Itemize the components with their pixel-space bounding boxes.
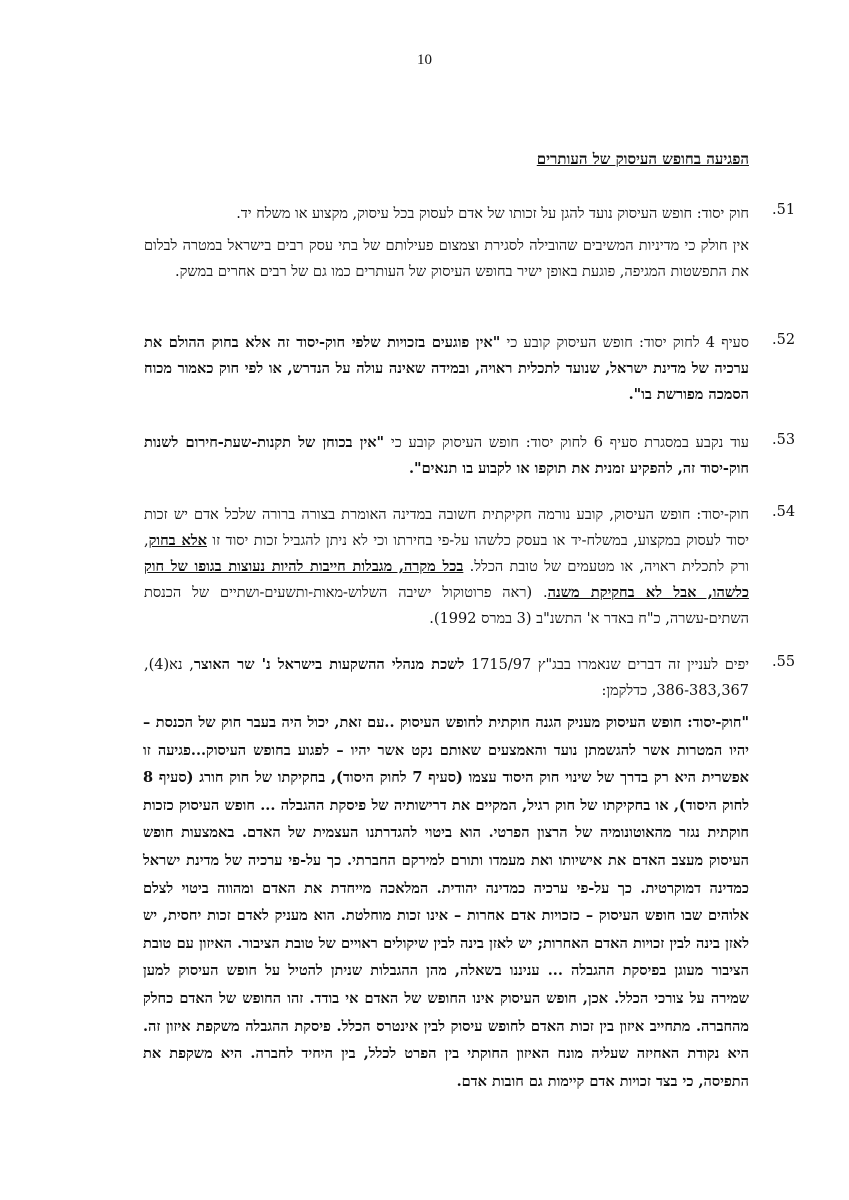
paragraph-number-52: .52 [772, 332, 796, 348]
paragraph-53-quote: "אין בכוחן של תקנות-שעת-חירום לשנות חוק-יסוד זה, להפקיע זמנית את תוקפו או לקבוע בו תנאים". [144, 434, 749, 477]
paragraph-53-lead: עוד נקבע במסגרת סעיף 6 לחוק יסוד: חופש העיסוק קובע כי [384, 435, 749, 451]
paragraph-number-53: .53 [772, 432, 796, 448]
paragraph-55-citation: , נא(4), 386-383,367, כדלקמן: [144, 657, 749, 699]
paragraph-54-emphasis-1: אלא בחוק [148, 532, 207, 549]
section-heading: הפגיעה בחופש העיסוק של העותרים [536, 150, 749, 168]
paragraph-55 [144, 652, 749, 704]
paragraph-54-text-3: . (ראה פרוטוקול ישיבה השלוש-מאות-ותשעים-ושתיים של הכנסת השתים-עשרה, כ"ח באדר א' התשנ"ב (3 במרס 1992). [144, 585, 749, 627]
paragraph-55-lead: יפים לעניין זה דברים שנאמרו בבג"ץ 1715/97 [464, 657, 750, 673]
paragraph-54-emphasis-2: בכל מקרה, מגבלות חייבות להיות נעוצות בגופו של חוק כלשהו, אבל לא בחקיקת משנה [144, 558, 749, 601]
paragraph-52-quote: "אין פוגעים בזכויות שלפי חוק-יסוד זה אלא בחוק ההולם את ערכיה של מדינת ישראל, שנועד לתכלית ראויה, ובמידה שאינה עולה על הנדרש, או לפי חוק כאמור מכוח הסמכה מפורשת בו". [144, 334, 749, 403]
paragraph-54 [144, 502, 749, 632]
paragraph-51-continuation: אין חולק כי מדיניות המשיבים שהובילה לסגירת וצמצום פעילותם של בתי עסק רבים בישראל במטרה לבלום את התפשטות המגיפה, פוגעת באופן ישיר בחופש העיסוק של העותרים כמו גם של רבים אחרים במשק. [144, 238, 749, 280]
paragraph-54-text-1: חוק-יסוד: חופש העיסוק, קובע נורמה חקיקתית חשובה במדינה האומרת בצורה ברורה שלכל אדם יש זכות יסוד לעסוק במקצוע, במשלח-יד או בעסק כלשהו על-פי בחירתו וכי לא ניתן להגביל זכות יסוד זו [144, 507, 749, 549]
block-quotation: "חוק-יסוד: חופש העיסוק מעניק הגנה חוקתית לחופש העיסוק ..עם זאת, יכול היה בעבר חוק של הכנסת – יהיו המטרות אשר להגשמתן נועד והאמצעים שאותם נקט אשר יהיו – לפגוע בחופש העיסוק...פגיעה זו אפשרית היא רק בדרך של שינוי חוק היסוד עצמו (סעיף 7 לחוק היסוד), בחקיקתו של חוק חורג (סעיף 8 לחוק היסוד), או בחקיקתו של חוק רגיל, המקיים את דרישותיה של פיסקת ההגבלה ... חופש העיסוק כזכות חוקתית נגזר מהאוטונומיה של הרצון הפרטי. הוא ביטוי להגדרתנו העצמית של האדם. באמצעות חופש העיסוק מעצב האדם את אישיותו ואת מעמדו ותורם למירקם החברתי. כך על-פי ערכיה של מדינת ישראל כמדינה דמוקרטית. כך על-פי ערכיה כמדינה יהודית. המלאכה מייחדת את האדם ומהווה ביטוי לצלם אלוהים שבו חופש העיסוק – כזכויות אדם אחרות – אינו זכות מוחלטת. הוא מעניק לאדם זכות יחסית, יש לאזן בינה לבין זכויות האדם האחרות; יש לאזן בינה לבין שיקולים ראויים של טובת הציבור. האיזון עם טובת הציבור מעוגן בפיסקת ההגבלה ... עניננו בשאלה, מהן ההגבלות שניתן להטיל על חופש העיסוק למען שמירה על צורכי הכלל. אכן, חופש העיסוק אינו החופש של האדם אי בודד. זהו החופש של האדם כחלק מהחברה. מתחייב איזון בין זכות האדם לחופש עיסוק לבין אינטרס הכלל. פיסקת ההגבלה משקפת איזון זה. היא נקודת האחיזה שעליה מונח האיזון החוקתי בין הפרט לכלל, בין היחיד לחברה. היא משקפת את התפיסה, כי בצד זכויות אדם קיימות גם חובות אדם. [143, 714, 749, 1090]
paragraph-52 [144, 330, 749, 408]
paragraph-51: חוק יסוד: חופש העיסוק נועד להגן על זכותו של אדם לעסוק בכל עיסוק, מקצוע או משלח יד. [236, 206, 749, 222]
paragraph-number-54: .54 [772, 504, 796, 520]
paragraph-number-55: .55 [772, 654, 796, 670]
page-number: 10 [417, 52, 432, 68]
paragraph-53 [144, 430, 749, 482]
paragraph-52-lead: סעיף 4 לחוק יסוד: חופש העיסוק קובע כי [500, 335, 749, 351]
paragraph-number-51: .51 [772, 202, 796, 218]
case-name: לשכת מנהלי ההשקעות בישראל נ' שר האוצר [193, 656, 465, 673]
paragraph-54-text-2: , ורק לתכלית ראויה, או מטעמים של טובת הכלל. [144, 533, 749, 575]
